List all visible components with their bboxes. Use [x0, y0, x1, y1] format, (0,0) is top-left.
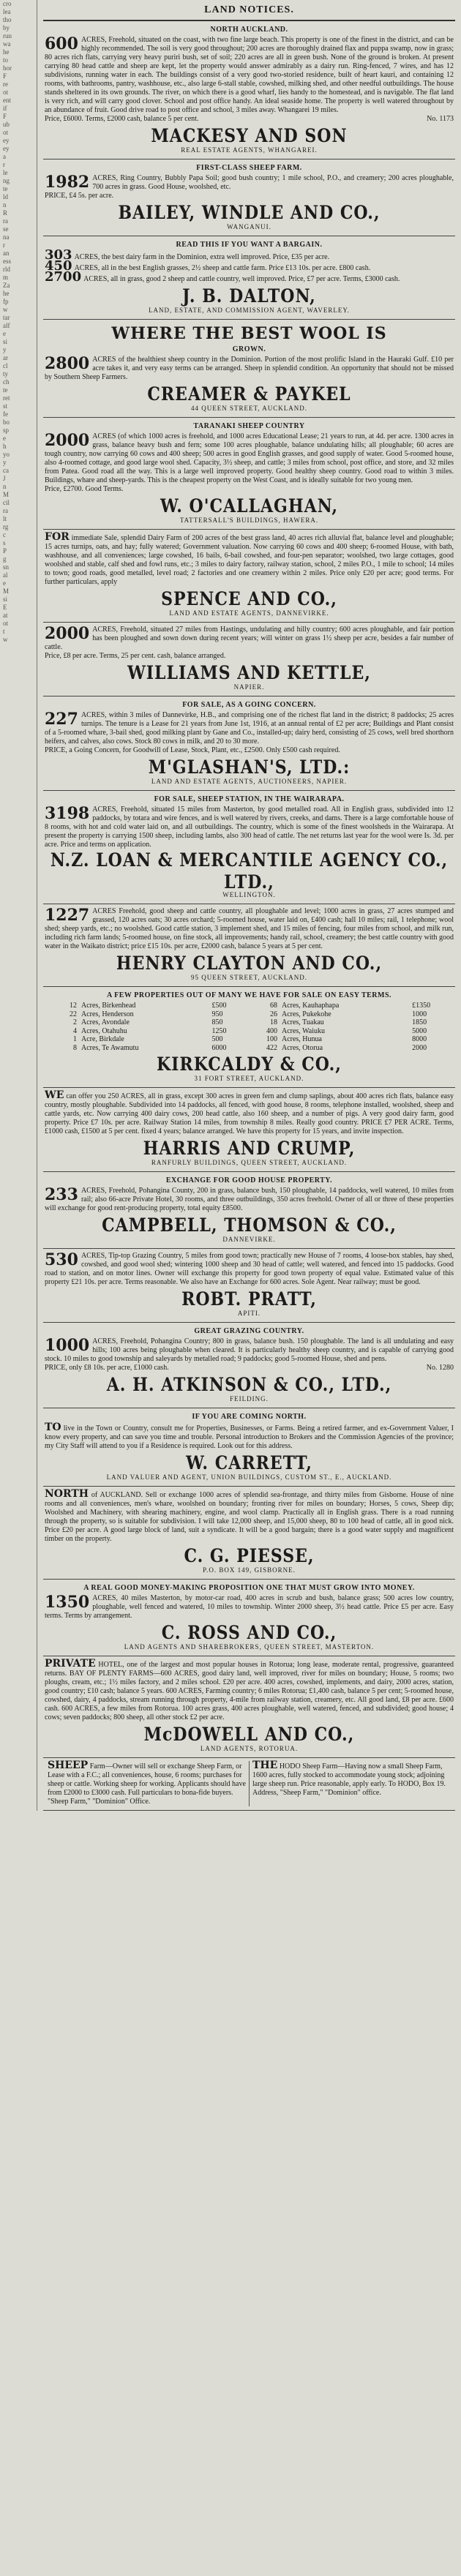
margin-fragment: he	[3, 48, 10, 56]
newspaper-page	[3, 0, 458, 2576]
listing-acres: 4	[73, 1026, 77, 1035]
margin-fragment: bo	[3, 418, 10, 426]
margin-fragment: by	[3, 24, 10, 31]
ad-price-text: PRICE, a Going Concern, for Goodwill of Lease, Stock, Plant, etc., £2500. Only £500 cash required.	[45, 746, 340, 754]
listing-acres: 1	[73, 1035, 77, 1043]
classified-text: HODO Sheep Farm—Having now a small Sheep Farm, 1600 acres, fully stocked to accommodate young stock; adjoining large sheep run. Price reasonable, apply early. To HODO, Box 19. Address, "Sheep Farm," "Dominion" office.	[252, 1762, 446, 1797]
agent-name: C. ROSS AND CO.,	[161, 1622, 337, 1644]
ad-lead-word: PRIVATE	[45, 1658, 96, 1670]
margin-fragment: y	[3, 459, 7, 466]
table-row	[45, 1010, 454, 1019]
ad-text: ACRES, Freehold, situated 27 miles from Hastings, undulating and hilly country; 600 acres ploughable, and fair portion has been ploughed and sown down during recent years; will winter on grass 1½ sheep per acre, besides a fair number of cattle.	[45, 626, 454, 651]
advertisement	[43, 1323, 455, 1408]
margin-fragment: rg	[3, 523, 9, 530]
ad-text: live in the Town or Country, consult me for Properties, Businesses, or Farms. Being a retired farmer, and ex-Government Valuer, I know every property, and can save you time and trouble. Personal introduction to Brokers and the Commission Agencies of the province; my City Staff will attend to you if a Residence is required. Look out for this address.	[45, 1424, 454, 1450]
agent-address: RANFURLY BUILDINGS, QUEEN STREET, AUCKLAND.	[151, 1159, 348, 1166]
margin-fragment: sn	[3, 563, 10, 571]
ad-text: ACRES, Freehold, situated 15 miles from Masterton, by good metalled road. All in English grass, subdivided into 12 paddocks, by totara and wire fences, and is well watered by rivers, creeks, and dams. There is a large comfortable house of 8 rooms, with hot and cold water laid on, and all outbuildings. The country, which is some of the finest woolsheds in the Wairarapa. At present the property is carrying 1500 sheep, including lambs, also 300 head of cattle. The net returns last year for the wool were Is. 3d. per acre. Price and terms on application.	[45, 806, 454, 849]
agent-name: MACKESY AND SON	[151, 125, 348, 147]
ad-body	[45, 1659, 454, 1722]
margin-fragment: te	[3, 386, 8, 394]
ad-line	[45, 258, 454, 274]
agent-address: 44 QUEEN STREET, AUCKLAND.	[190, 405, 308, 412]
margin-fragment: n	[3, 483, 7, 490]
table-row	[45, 1002, 454, 1010]
ad-body	[45, 711, 454, 746]
ad-body	[45, 907, 454, 951]
ad-price-text: PRICE, £4 5s. per acre.	[45, 192, 114, 200]
ad-lead-number: 1982	[45, 173, 90, 192]
advertisement	[43, 320, 455, 418]
classified-item	[249, 1761, 454, 1806]
listing-acres: 18	[269, 1018, 277, 1026]
advertisement	[43, 623, 455, 696]
margin-fragment: e	[3, 435, 6, 442]
margin-fragment: st	[3, 402, 8, 410]
ad-text: ACRES (of which 1000 acres is freehold, and 1000 acres Educational Lease; 21 years to run, at 4d. per acre. 1300 acres in grass, balance heavy bush and fern; some 100 acres ploughable, balance undulating hills; all ploughable; 60 acres are tough country, now carrying 60 cows and 400 sheep; 500 acres in good English grasses, and good supply of water. Good 5-roomed house, also 4-roomed cottage, and good large wool shed. Capacity, 3½ sheep, and cattle; 3 miles from school, post office, and store, and 32 miles from Patea. Good road all the way. This is a large well improved property. Good healthy sheep country. Good road to within 3 miles. Buildings, whare and sheep-yards. This is the cheapest property on the West Coast, and is ideally suitable for two young men.	[45, 432, 454, 484]
agent-name: W. CARRETT,	[186, 1452, 312, 1474]
margin-fragment: w	[3, 306, 8, 313]
ad-body	[45, 1337, 454, 1364]
agent-address: REAL ESTATE AGENTS, WHANGAREI.	[181, 146, 318, 154]
listing-label: Acres, Otahuhu	[81, 1026, 127, 1035]
ad-lead-number: 600	[45, 34, 78, 53]
ad-body	[45, 1187, 454, 1213]
listing-acres: 2	[73, 1018, 77, 1026]
advertisement	[43, 1249, 455, 1323]
agent-address: WANGANUI.	[227, 223, 271, 230]
two-column-classifieds	[45, 1761, 454, 1806]
margin-fragment: re	[3, 80, 8, 88]
ad-lead-number: 530	[45, 1250, 78, 1269]
margin-fragment: lea	[3, 8, 11, 15]
ad-text: ACRES Freehold, good sheep and cattle country, all ploughable and level; 1000 acres in grass, 27 acres stumped and grassed, 120 acres oats; 30 acres orchard; 5-roomed house, water laid on, £400 cash; hall 10 miles; rail, 1 telephone; wool shed; sheep yards, etc.; no woolshed. Good cattle station, 3 implement shed, and 15 miles of fencing, four miles from school, and milk run, including rich farm lands; 5-roomed house, on fine stock, all improvements; handy rail, school, creamery; the best cattle country with good water in the Waikato district; price £15 10s. per acre, £2000 cash, balance 5 years at 5 per cent.	[45, 907, 454, 950]
margin-fragment: si	[3, 338, 8, 345]
margin-fragment: tar	[3, 314, 10, 321]
listing-price: 500	[211, 1035, 223, 1043]
margin-fragment: R	[3, 209, 8, 217]
ad-body	[45, 1252, 454, 1287]
ad-heading: GROWN.	[232, 345, 266, 353]
advertisement	[43, 1408, 455, 1487]
ad-price-text: Price, £6000. Terms, £2000 cash, balance 5 per cent.	[45, 115, 199, 123]
margin-fragment: J	[3, 475, 6, 482]
ad-text: can offer you 250 ACRES, all in grass, except 300 acres in green fern and clump saplings, about 400 acres rich flats, balance easy country, mostly ploughable. Subdivided into 14 paddocks, all fenced, with good house, 8 rooms, telephone installed, woolshed, sheep and cattle yards, etc. Now carrying 400 dairy cows, 200 head cattle, also 160 sheep, and a number of pigs. A very good dairy farm, good property. Price £7 10s. per acre. Railway Station 14 miles, from township 8 miles. Really good country. PRICE £7 PER ACRE. Terms, £1000 cash, £1500 at 5 per cent. fixed 4 years; balance arranged. We have this property for 15 years, and invite inspection.	[45, 1092, 454, 1135]
advertisement	[43, 1656, 455, 1758]
listing-label: Acres, Tuakau	[281, 1018, 324, 1026]
margin-fragment: te	[3, 185, 8, 192]
ad-heading: FOR SALE, AS A GOING CONCERN.	[182, 701, 316, 709]
ad-price	[45, 746, 454, 755]
agent-name: C. G. PIESSE,	[184, 1545, 315, 1567]
margin-fragment: E	[3, 604, 7, 611]
listing-price: 950	[211, 1010, 223, 1018]
margin-fragment: an	[3, 249, 10, 257]
ad-lead-number: 233	[45, 1185, 78, 1204]
agent-address: LAND AGENTS, ROTORUA.	[200, 1745, 299, 1752]
classified-text: Farm—Owner will sell or exchange Sheep Farm, or Lease with a F.C.; all conveniences, house, 6 rooms; purchases for sheep or cattle. Working sheep for working. Applicants should have from £2000 to £3000 cash. Full particulars to bona-fide buyers. "Sheep Farm," "Dominion" Office.	[48, 1762, 246, 1806]
margin-fragment: a	[3, 153, 6, 160]
listing-price: 1250	[211, 1026, 227, 1035]
listing-label: Acres, Waiuku	[281, 1026, 325, 1035]
agent-name: W. O'CALLAGHAN,	[160, 495, 339, 517]
margin-fragment: yo	[3, 451, 10, 458]
agent-name: SPENCE AND CO.,	[161, 588, 337, 610]
listing-acres: 100	[266, 1035, 277, 1043]
ad-lead-number: 2000	[45, 431, 90, 450]
margin-fragment: t	[3, 628, 5, 635]
margin-fragment: ar	[3, 354, 8, 361]
advertisement	[43, 418, 455, 530]
margin-fragment: h	[3, 443, 7, 450]
ad-body	[45, 247, 454, 285]
property-listing-table	[45, 1002, 454, 1052]
margin-fragment: M	[3, 587, 10, 595]
ad-lead-number: 2000	[45, 624, 90, 643]
margin-fragment: ld	[3, 193, 9, 200]
advertisement	[43, 904, 455, 987]
ad-text: of AUCKLAND. Sell or exchange 1000 acres of splendid sea-frontage, and thirty miles from Gisborne. House of nine rooms and all conveniences, men's whare, woolshed on boundary; fronting river for miles on boundary; Horses, 5 cows, Sheep dip; Woolshed and Machinery, with shearing machinery, engine, and wool clamp. Practically all in English grass. There is a road running through the property, so is suitable for subdivision. I will take 12,000 sheep, and 15,000 sheep, 80 to 100 head of cattle, all in good nick. Price £20 per acre. A good large block of land, suit a syndicate. It will be a good bargain; there is a good water supply and magnificent timber on the property.	[45, 1491, 454, 1543]
agent-name: N.Z. LOAN & MERCANTILE AGENCY CO., LTD.,	[50, 849, 449, 893]
listing-price: 1000	[412, 1010, 427, 1018]
margin-fragment: se	[3, 225, 9, 233]
table-row	[45, 1027, 454, 1036]
ad-heading: FOR SALE, SHEEP STATION, IN THE WAIRARAPA.	[154, 795, 345, 803]
margin-fragment: ra	[3, 217, 8, 225]
margin-fragment: ey	[3, 137, 10, 144]
ad-body	[45, 432, 454, 485]
agent-name: CAMPBELL, THOMSON & CO.,	[102, 1214, 397, 1236]
listing-label: Acres, Te Awamutu	[81, 1043, 139, 1052]
margin-fragment: ub	[3, 121, 10, 128]
ad-lead-number: 1350	[45, 1593, 90, 1612]
margin-fragment: at	[3, 612, 8, 619]
margin-fragment: rld	[3, 266, 10, 273]
listing-price: £500	[211, 1002, 227, 1010]
ad-heading: NORTH AUCKLAND.	[210, 26, 288, 34]
listing-acres: 68	[269, 1002, 277, 1010]
agent-address: 95 QUEEN STREET, AUCKLAND.	[190, 974, 308, 981]
ad-body	[45, 174, 454, 192]
advertisement	[43, 236, 455, 320]
agent-address: NAPIER.	[233, 683, 265, 691]
margin-fragment: s	[3, 539, 6, 547]
listing-label: Acres, Birkenhead	[81, 1002, 136, 1010]
ad-body	[45, 806, 454, 849]
ad-text: HOTEL, one of the largest and most popular houses in Rotorua; long lease, moderate rental, progressive, guaranteed returns. BAY OF PLENTY FARMS—600 ACRES, good dairy land, well improved, river for miles on boundary; House, 5 rooms; two ploughs, cream, etc.; 1½ miles factory, and 2 miles school. £20 per acre. 400 acres, cowshed, implements, and dairy, 2000 acres, station, good country; £10 cash; balance 5 years. 600 ACRES, Farming country; 6 miles Rotorua; £1,400 cash, balance 5 per cent; 5-roomed house, cowshed, dairy, 4 paddocks, stream running through property, 4-mile from railway station, creamery, etc. All good land, £8 per acre. £600 cash. 600 ACRES, a few miles from Rotorua. 100 acres grass, 400 acres ploughable, well watered, fenced, and subdivided; good house; 4 cows; seven paddocks; 800 sheep, all other stock £2 per acre.	[45, 1661, 454, 1721]
listing-label: Acre, Birkdale	[81, 1035, 124, 1043]
margin-fragment: al	[3, 571, 8, 579]
agent-name: M'GLASHAN'S, LTD.:	[148, 756, 351, 778]
listing-price: 6000	[211, 1043, 227, 1052]
agent-address: APITI.	[237, 1310, 261, 1317]
margin-fragment: ey	[3, 145, 10, 152]
margin-fragment: he	[3, 290, 10, 297]
advertisement	[43, 1487, 455, 1580]
ad-text: ACRES, Freehold, Pohangina County, 200 in grass, balance bush, 150 ploughable, 14 paddocks, well watered, 10 miles from rail; also 66-acre Private Hotel, 30 rooms, and three outbuildings, 350 acres freehold. Owner of all or three of these properties will exchange for good rent-producing property, total equity £8500.	[45, 1187, 454, 1212]
margin-fragment: P	[3, 547, 7, 555]
ad-body	[45, 356, 454, 382]
margin-fragment: ent	[3, 97, 11, 104]
ad-price	[45, 115, 454, 124]
advertisement	[43, 696, 455, 791]
table-row	[45, 1018, 454, 1027]
listing-price: 2000	[412, 1043, 427, 1052]
classified-lead: THE	[252, 1760, 278, 1771]
margin-fragment: alf	[3, 322, 10, 329]
ad-body	[45, 1594, 454, 1621]
margin-fragment: to	[3, 56, 9, 64]
listing-label: Acres, Hunua	[281, 1035, 322, 1043]
margin-fragment: run	[3, 32, 12, 40]
ad-heading: A REAL GOOD MONEY-MAKING PROPOSITION ONE THAT MUST GROW INTO MONEY.	[83, 1584, 415, 1592]
margin-fragment: fe	[3, 410, 8, 418]
ad-text: ACRES, Ring Country, Bubbly Papa Soil; good bush country; 1 mile school, P.O., and creamery; 200 acres ploughable, 700 acres in grass. Good House, woolshed, etc.	[92, 174, 454, 191]
ad-body	[45, 36, 454, 115]
margin-fragment: ot	[3, 620, 9, 627]
agent-address: LAND AND ESTATE AGENTS, DANNEVIRKE.	[169, 609, 329, 617]
ad-reference-number: No. 1280	[426, 1364, 454, 1372]
agent-address: LAND AGENTS AND SHAREBROKERS, QUEEN STREET, MASTERTON.	[124, 1643, 375, 1651]
ad-line-number: 303	[45, 247, 72, 263]
ad-line-text: ACRES, the best dairy farm in the Dominion, extra well improved. Price, £35 per acre.	[74, 253, 330, 261]
margin-fragment: cl	[3, 362, 8, 369]
margin-fragment: n	[3, 201, 7, 209]
margin-fragment: ch	[3, 378, 10, 386]
margin-fragment: w	[3, 636, 8, 643]
margin-fragment: na	[3, 233, 10, 241]
ad-reference-number: No. 1173	[427, 115, 454, 123]
advertisement	[43, 530, 455, 623]
listing-label: Acres, Otorua	[281, 1043, 323, 1052]
ad-heading: EXCHANGE FOR GOOD HOUSE PROPERTY.	[165, 1176, 333, 1184]
table-row	[45, 1035, 454, 1044]
ad-lead-word: WE	[45, 1089, 64, 1101]
advertisement	[43, 159, 455, 236]
listing-acres: 400	[266, 1026, 277, 1035]
listing-label: Acres, Avondale	[81, 1018, 130, 1026]
ad-heading: IF YOU ARE COMING NORTH.	[192, 1413, 307, 1421]
margin-fragment: r	[3, 241, 5, 249]
margin-fragment: Za	[3, 282, 10, 289]
listing-price: £1350	[412, 1002, 431, 1010]
table-row	[45, 1044, 454, 1053]
ad-price	[45, 1364, 454, 1373]
ad-text: ACRES, Freehold, Pohangina Country; 800 in grass, balance bush. 150 ploughable. The land is all undulating and easy hills; 100 acres being ploughable when cleared. It is particularly healthy sheep country, and is capable of carrying good stock. 10 miles to good township and saleyards by metalled road; 9 paddocks; good 5-roomed House, shed and pens.	[45, 1337, 454, 1363]
ad-line-text: ACRES, all in grass, good 2 sheep and cattle country, well improved. Price, £7 per acre. Terms, £3000 cash.	[83, 275, 400, 283]
margin-fragment: r	[3, 161, 5, 168]
ad-body	[45, 1423, 454, 1451]
ad-body	[45, 626, 454, 652]
ad-body	[45, 533, 454, 587]
ad-lead-word: NORTH	[45, 1488, 89, 1500]
page-title: LAND NOTICES.	[43, 0, 455, 21]
agent-address: DANNEVIRKE.	[222, 1236, 276, 1243]
margin-fragment: ca	[3, 467, 9, 474]
agent-name: WILLIAMS AND KETTLE,	[127, 662, 371, 684]
agent-address: 31 FORT STREET, AUCKLAND.	[194, 1075, 304, 1082]
advertisement	[43, 1580, 455, 1656]
ad-line	[45, 269, 454, 285]
advertisement	[43, 21, 455, 159]
agent-name: BAILEY, WINDLE AND CO.,	[118, 202, 381, 224]
agent-name: J. B. DALTON,	[182, 285, 316, 307]
advertisement	[43, 1758, 455, 1811]
advertisements-list	[43, 21, 455, 1811]
margin-fragment: wa	[3, 40, 11, 48]
ad-heading: GREAT GRAZING COUNTRY.	[194, 1327, 304, 1335]
margin-fragment: le	[3, 169, 8, 176]
agent-name: A. H. ATKINSON & CO., LTD.,	[106, 1374, 392, 1396]
classified-item	[45, 1761, 249, 1806]
advertisement	[43, 987, 455, 1088]
margin-fragment: ret	[3, 394, 10, 402]
ad-lead-number: 2800	[45, 354, 90, 373]
margin-fragment: m	[3, 274, 9, 281]
listing-acres: 422	[266, 1043, 277, 1052]
ad-text: ACRES, Tip-top Grazing Country, 5 miles from good town; practically new House of 7 rooms, 4 loose-box stables, hay shed, cowshed, and good wool shed; wintering 1000 sheep and 30 head of cattle; well watered, and fenced into 15 paddocks. Good road to station, and on motor lines. Owner will exchange this property for good town property of equal value. Estimated value of this property £21 10s. per acre. Terms reasonable. We also have an Exchange for 600 acres. Sole Agent. Near railway; must be good.	[45, 1252, 454, 1286]
margin-fragment: e	[3, 579, 6, 587]
classified-lead: SHEEP	[48, 1760, 89, 1771]
ad-heading: READ THIS IF YOU WANT A BARGAIN.	[176, 241, 323, 249]
listing-price: 1850	[412, 1018, 427, 1026]
listing-price: 8000	[412, 1035, 427, 1043]
margin-fragment: y	[3, 346, 7, 353]
ad-price	[45, 485, 454, 494]
listing-acres: 12	[70, 1002, 77, 1010]
advertisement	[43, 1088, 455, 1172]
agent-name: ROBT. PRATT,	[181, 1288, 317, 1310]
left-margin-fragments	[3, 0, 32, 2576]
listing-acres: 8	[73, 1043, 77, 1052]
land-notices-column	[37, 0, 455, 1811]
margin-fragment: ess	[3, 258, 11, 265]
agent-address: TATTERSALL'S BUILDINGS, HAWERA.	[179, 517, 319, 524]
ad-line-number: 450	[45, 258, 72, 274]
margin-fragment: si	[3, 596, 8, 603]
agent-name: HENRY CLAYTON AND CO.,	[116, 953, 383, 975]
ad-heading-large: WHERE THE BEST WOOL IS	[111, 324, 387, 343]
margin-fragment: F	[3, 113, 7, 120]
margin-fragment: ty	[3, 370, 9, 378]
ad-lead-number: 3198	[45, 804, 90, 823]
margin-fragment: g	[3, 555, 7, 563]
agent-name: HARRIS AND CRUMP,	[143, 1138, 356, 1160]
margin-fragment: ot	[3, 89, 9, 96]
ad-heading: TARANAKI SHEEP COUNTRY	[193, 422, 305, 430]
agent-address: LAND, ESTATE, AND COMMISSION AGENT, WAVERLEY.	[149, 307, 350, 314]
ad-line-text: ACRES, all in the best English grasses, 2½ sheep and cattle farm. Price £13 10s. per acre. £800 cash.	[74, 264, 371, 272]
ad-price-text: Price, £8 per acre. Terms, 25 per cent. cash, balance arranged.	[45, 652, 226, 660]
margin-fragment: fp	[3, 298, 9, 305]
margin-fragment: ra	[3, 507, 8, 514]
listing-label: Acres, Kauhaphapa	[281, 1002, 340, 1010]
ad-text: ACRES of the healthiest sheep country in the Dominion. Portion of the most prolific Island in the Hauraki Gulf. £10 per acre takes it, and very easy terms can be arranged. Sheep in splendid condition. An opportunity that should not be missed by Southern Sheep Farmers.	[45, 356, 454, 381]
margin-fragment: e	[3, 330, 6, 337]
listing-price: 850	[211, 1018, 223, 1026]
margin-fragment: cro	[3, 0, 12, 7]
margin-fragment: ng	[3, 177, 10, 184]
listing-label: Acres, Pukekohe	[281, 1010, 331, 1018]
listing-label: Acres, Henderson	[81, 1010, 134, 1018]
margin-fragment: c	[3, 531, 6, 538]
listing-acres: 26	[269, 1010, 277, 1018]
ad-body	[45, 1490, 454, 1544]
agent-address: WELLINGTON.	[222, 891, 276, 898]
agent-address: P.O. BOX 149, GISBORNE.	[203, 1566, 296, 1574]
ad-price	[45, 652, 454, 661]
margin-fragment: F	[3, 72, 7, 80]
agent-name: McDOWELL AND CO.,	[143, 1724, 355, 1746]
agent-address: FEILDING.	[230, 1395, 269, 1402]
ad-body	[45, 1091, 454, 1136]
margin-fragment: if	[3, 105, 7, 112]
agent-address: LAND AND ESTATE AGENTS, AUCTIONEERS, NAPIER.	[151, 778, 348, 785]
ad-line-number: 2700	[45, 269, 82, 285]
ad-text: ACRES, 40 miles Masterton, by motor-car road, 400 acres in scrub and bush, balance grass; 500 acres low country, ploughable, well fenced and watered, 10 miles to township. Winter 2000 sheep, 3½ head cattle. Price £5 per acre. Easy terms. Terms by arrangement.	[45, 1594, 454, 1620]
agent-name: CREAMER & PAYKEL	[147, 383, 351, 405]
ad-text: immediate Sale, splendid Dairy Farm of 200 acres of the best grass land, 40 acres rich alluvial flat, balance level and ploughable; 15 acres turnips, oats, and hay; fully watered; Government valuation. Now carrying 60 cows and 400 sheep; 6-roomed House, with bath, washhouse, and all conveniences; large cowshed, 16 bails, 6-bail cowshed, and four-pen separator; woolshed, two large cottages, good woolshed and stable, calf shed and fowl runs, etc.; 3 miles to dairy factory, railway station, school, 2 miles P.O., 1 mile to school; 14 miles to town; good roads, good metalled, level road; 2 factories and one creamery within 2 miles. Price only £20 per acre; good terms. For further particulars, apply	[45, 534, 454, 586]
agent-address: LAND VALUER AND AGENT, UNION BUILDINGS, CUSTOM ST., E., AUCKLAND.	[106, 1473, 392, 1481]
margin-fragment: ot	[3, 129, 9, 136]
margin-fragment: tho	[3, 16, 12, 23]
ad-price-text: Price, £2700. Good Terms.	[45, 485, 124, 493]
advertisement	[43, 791, 455, 904]
ad-lead-number: 1227	[45, 906, 90, 925]
margin-fragment: sp	[3, 427, 10, 434]
ad-price-text: PRICE, only £8 10s. per acre, £1000 cash.	[45, 1364, 169, 1372]
ad-lead-number: 1000	[45, 1336, 90, 1355]
listing-acres: 22	[70, 1010, 77, 1018]
advertisement	[43, 1172, 455, 1249]
ad-lead-word: FOR	[45, 531, 70, 543]
margin-fragment: lt	[3, 515, 7, 522]
ad-lead-word: TO	[45, 1422, 61, 1433]
ad-text: ACRES, within 3 miles of Dannevirke, H.B., and comprising one of the richest flat land in the district; 8 paddocks; 25 acres turnips. The tenure is a Lease for 21 years from June 1st, 1916, at an annual rental of £2 per acre; Buildings and Plant consist of a 5-roomed whare, 3-bail shed, good milking plant by Gane and Co., installed-up; dairy herd, consisting of 25 cows, well bred shorthorn heifers, and calves, also cows. Stock 80 cows in milk, and 20 to 30 more.	[45, 711, 454, 746]
ad-text: ACRES, Freehold, situated on the coast, with two fine large beach. This property is one of the finest in the district, and can be highly recommended. The soil is very good throughout; 200 acres are thoroughly drained flax and puppa swamp, now in grass; 80 acres rich flats, carrying very heavy puriri bush, set of soil; 220 acres are all in green bush. None of the ground is broken. At present carrying 80 head cattle and sheep are kept, let the property would answer admirably as a dairy run. Ring-fenced, 7 wires, and has 12 subdivisions, running water in each. The buildings consist of a very good two-storied residence, built of heart kauri, and containing 12 rooms, with bathrooms, pantry, washhouse, etc., also large 6-stall stable, cowshed, milking shed, and other needful outbuildings. The house stands sheltered in its own grounds. The river, on which there is a good wharf, lies handy to the homestead, and is navigable. The flat land is very rich, and will carry good clover. School and post office handy. An ideal seaside home. The property is well watered throughout by an abundance of fruit. Good drive road to post office and school, 3 miles away. Whangarei 19 miles.	[45, 36, 454, 114]
ad-line	[45, 247, 454, 263]
margin-fragment: hor	[3, 64, 12, 72]
listing-price: 5000	[412, 1026, 427, 1035]
ad-price	[45, 192, 454, 200]
ad-lead-number: 227	[45, 710, 78, 729]
agent-name: KIRKCALDY & CO.,	[157, 1054, 342, 1075]
margin-fragment: M	[3, 491, 10, 498]
ad-heading: FIRST-CLASS SHEEP FARM.	[196, 164, 302, 172]
margin-fragment: cil	[3, 499, 10, 506]
ad-heading: A FEW PROPERTIES OUT OF MANY WE HAVE FOR SALE ON EASY TERMS.	[106, 991, 392, 999]
